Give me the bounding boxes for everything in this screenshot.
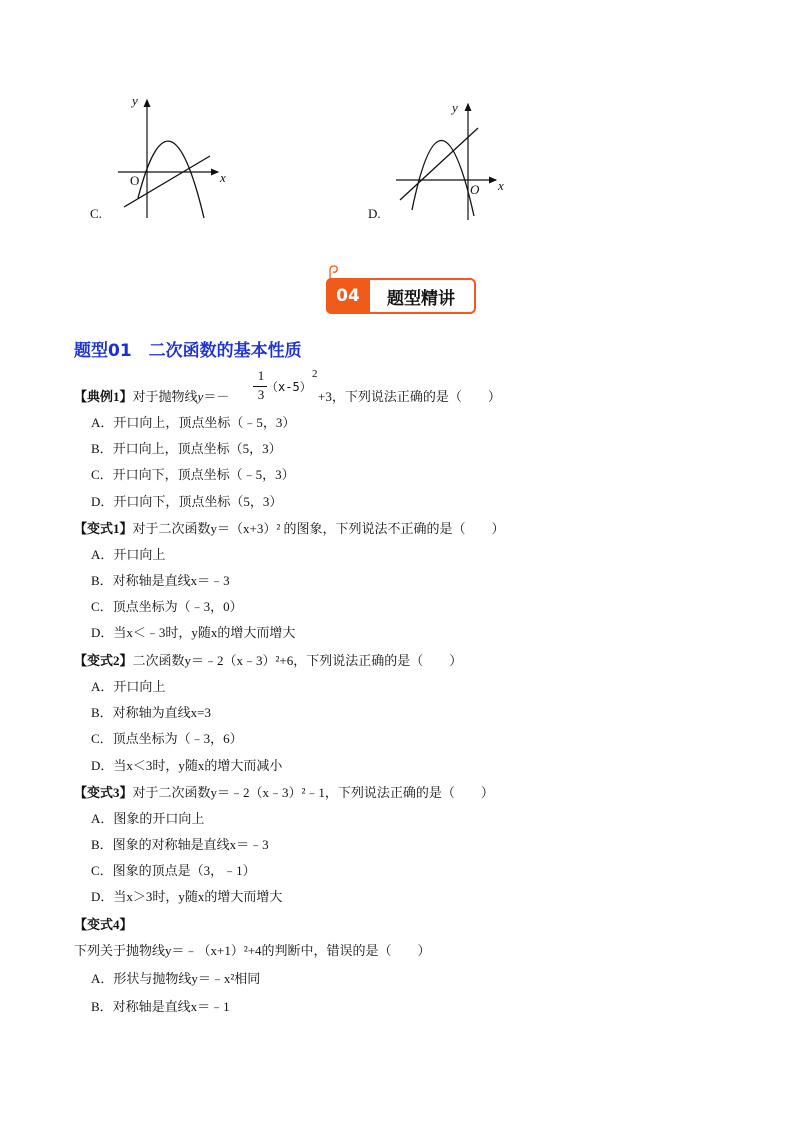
badge-frame [326,278,476,314]
q1-paren-expr: （x-5） [266,380,312,394]
q1-y: y [197,389,204,404]
origin-label: O [130,173,140,188]
q4-option-a[interactable]: A．图象的开口向上 [91,811,205,826]
badge-title: 题型精讲 [372,282,470,310]
q2-label: 【变式1】 [74,521,133,536]
q2-option-b[interactable]: B．对称轴是直线x＝﹣3 [91,573,230,588]
x-axis-label: x [220,170,226,185]
q3-option-c[interactable]: C．顶点坐标为（﹣3，6） [91,731,243,746]
badge-number: 04 [326,278,370,314]
q2-stem: 对于二次函数y＝（x+3）² 的图象，下列说法不正确的是（ ） [132,521,505,536]
graph-c [90,90,240,230]
q3-option-b[interactable]: B．对称轴为直线x=3 [91,705,212,720]
q1-option-a[interactable]: A．开口向上，顶点坐标（﹣5，3） [91,415,296,430]
q1-frac-num: 1 [257,368,265,383]
q4-stem-line [74,784,494,802]
q1-eq-sign: ＝－ [203,389,230,404]
q2-option-a[interactable]: A．开口向上 [91,547,166,562]
section-badge [324,264,480,316]
graph-c-plot [90,90,240,230]
q4-option-c[interactable]: C．图象的顶点是（3，﹣1） [91,863,256,878]
section-title: 题型01 二次函数的基本性质 [74,341,302,361]
q4-option-b[interactable]: B．图象的对称轴是直线x＝﹣3 [91,837,269,852]
q5-option-b[interactable]: B．对称轴是直线x＝﹣1 [91,999,230,1014]
q5-option-a[interactable]: A．形状与抛物线y＝﹣x²相同 [91,971,261,986]
option-d-label: D. [368,206,381,221]
q2-stem-line [74,520,505,538]
graph-d-plot [368,98,518,230]
q3-label: 【变式2】 [74,653,133,668]
q1-option-d[interactable]: D．开口向下，顶点坐标（5，3） [91,494,283,509]
q1-stem [74,388,229,406]
q1-option-c[interactable]: C．开口向下，顶点坐标（﹣5，3） [91,467,295,482]
q4-label: 【变式3】 [74,785,133,800]
q3-stem-line [74,652,462,670]
q5-label: 【变式4】 [74,917,133,932]
q4-stem: 对于二次函数y＝﹣2（x﹣3）²﹣1，下列说法正确的是（ ） [132,785,494,800]
y-axis-label: y [132,93,138,108]
graph-d [368,98,518,230]
q1-stem-post: +3，下列说法正确的是（ ） [318,389,501,404]
x-axis-label: x [498,178,504,193]
q5-stem: 下列关于抛物线y＝﹣（x+1）²+4的判断中，错误的是（ ） [74,943,431,958]
q3-option-a[interactable]: A．开口向上 [91,679,166,694]
option-c-label: C. [90,206,102,221]
line [400,128,478,200]
q1-label: 【典例1】 [74,389,133,404]
q3-option-d[interactable]: D．当x＜3时，y随x的增大而减小 [91,758,283,773]
q5-label-line [74,916,133,934]
q4-option-d[interactable]: D．当x＞3时，y随x的增大而增大 [91,889,283,904]
y-axis-label: y [452,100,458,115]
parabola [412,140,474,216]
origin-label: O [470,182,480,197]
q1-exponent: 2 [312,368,318,380]
q1-option-b[interactable]: B．开口向上，顶点坐标（5，3） [91,441,282,456]
q1-stem-pre: 对于抛物线 [132,389,198,404]
q1-frac-den: 3 [257,387,265,402]
q3-stem: 二次函数y＝﹣2（x﹣3）²+6，下列说法正确的是（ ） [132,653,463,668]
q2-option-c[interactable]: C．顶点坐标为（﹣3，0） [91,599,243,614]
q2-option-d[interactable]: D．当x＜﹣3时，y随x的增大而增大 [91,625,296,640]
